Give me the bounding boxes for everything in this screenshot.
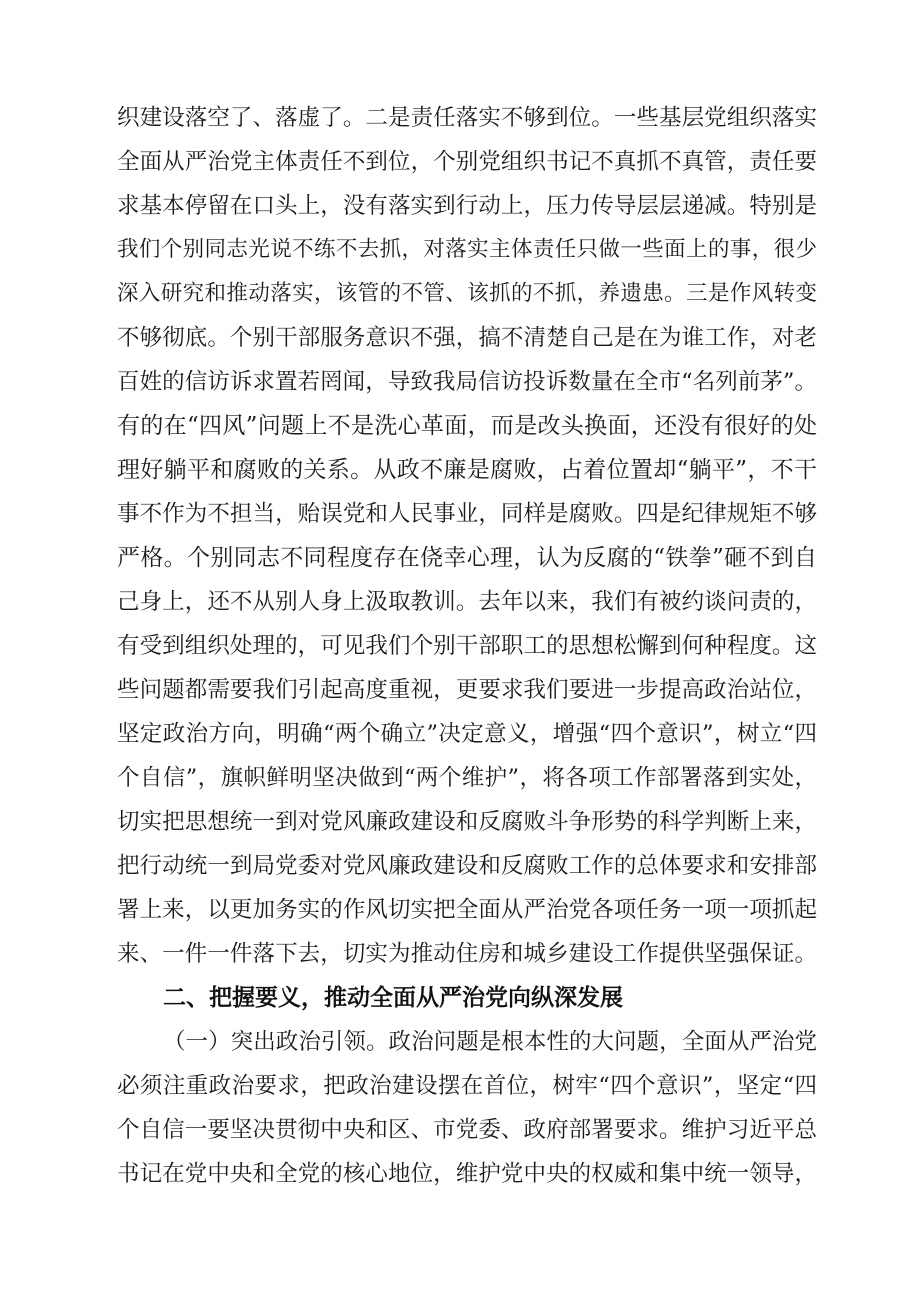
body-line: 个自信”，旗帜鲜明坚决做到“两个维护”，将各项工作部署落到实处， bbox=[117, 765, 817, 791]
body-line: 深入研究和推动落实，该管的不管、该抓的不抓，养遗患。三是作风转变 bbox=[117, 281, 817, 306]
body-line: 坚定政治方向，明确“两个确立”决定意义，增强“四个意识”，树立“四 bbox=[117, 721, 817, 747]
section-heading: 二、把握要义，推动全面从严治党向纵深发展 bbox=[163, 985, 623, 1011]
body-line: 百姓的信访诉求置若罔闻，导致我局信访投诉数量在全市“名列前茅”。 bbox=[117, 369, 817, 395]
body-line: 事不作为不担当，贻误党和人民事业，同样是腐败。四是纪律规矩不够 bbox=[117, 501, 817, 527]
body-line: 理好躺平和腐败的关系。从政不廉是腐败，占着位置却“躺平”，不干 bbox=[117, 457, 817, 483]
body-line: 有的在“四风”问题上不是洗心革面，而是改头换面，还没有很好的处 bbox=[117, 413, 817, 439]
body-line: 必须注重政治要求，把政治建设摆在首位，树牢“四个意识”，坚定“四 bbox=[117, 1073, 817, 1099]
body-line: 我们个别同志光说不练不去抓，对落实主体责任只做一些面上的事，很少 bbox=[117, 237, 817, 262]
body-line: 来、一件一件落下去，切实为推动住房和城乡建设工作提供坚强保证。 bbox=[117, 941, 817, 967]
body-line: 己身上，还不从别人身上汲取教训。去年以来，我们有被约谈问责的， bbox=[117, 589, 817, 615]
section-first-line: （一）突出政治引领。政治问题是根本性的大问题，全面从严治党 bbox=[163, 1029, 817, 1055]
body-line: 些问题都需要我们引起高度重视，更要求我们要进一步提高政治站位， bbox=[117, 677, 817, 703]
body-line: 严格。个别同志不同程度存在侥幸心理，认为反腐的“铁拳”砸不到自 bbox=[117, 545, 817, 571]
body-line: 切实把思想统一到对党风廉政建设和反腐败斗争形势的科学判断上来， bbox=[117, 809, 817, 835]
body-line: 个自信一要坚决贯彻中央和区、市党委、政府部署要求。维护习近平总 bbox=[117, 1117, 817, 1143]
body-line: 书记在党中央和全党的核心地位，维护党中央的权威和集中统一领导， bbox=[117, 1161, 817, 1187]
body-line: 有受到组织处理的，可见我们个别干部职工的思想松懈到何种程度。这 bbox=[117, 633, 817, 659]
body-line: 全面从严治党主体责任不到位，个别党组织书记不真抓不真管，责任要 bbox=[117, 149, 817, 175]
body-line: 把行动统一到局党委对党风廉政建设和反腐败工作的总体要求和安排部 bbox=[117, 853, 817, 879]
body-line: 不够彻底。个别干部服务意识不强，搞不清楚自己是在为谁工作，对老 bbox=[117, 325, 817, 351]
body-line: 署上来，以更加务实的作风切实把全面从严治党各项任务一项一项抓起 bbox=[117, 897, 817, 923]
body-line: 求基本停留在口头上，没有落实到行动上，压力传导层层递减。特别是 bbox=[117, 193, 817, 219]
body-line: 织建设落空了、落虚了。二是责任落实不够到位。一些基层党组织落实 bbox=[117, 105, 817, 131]
